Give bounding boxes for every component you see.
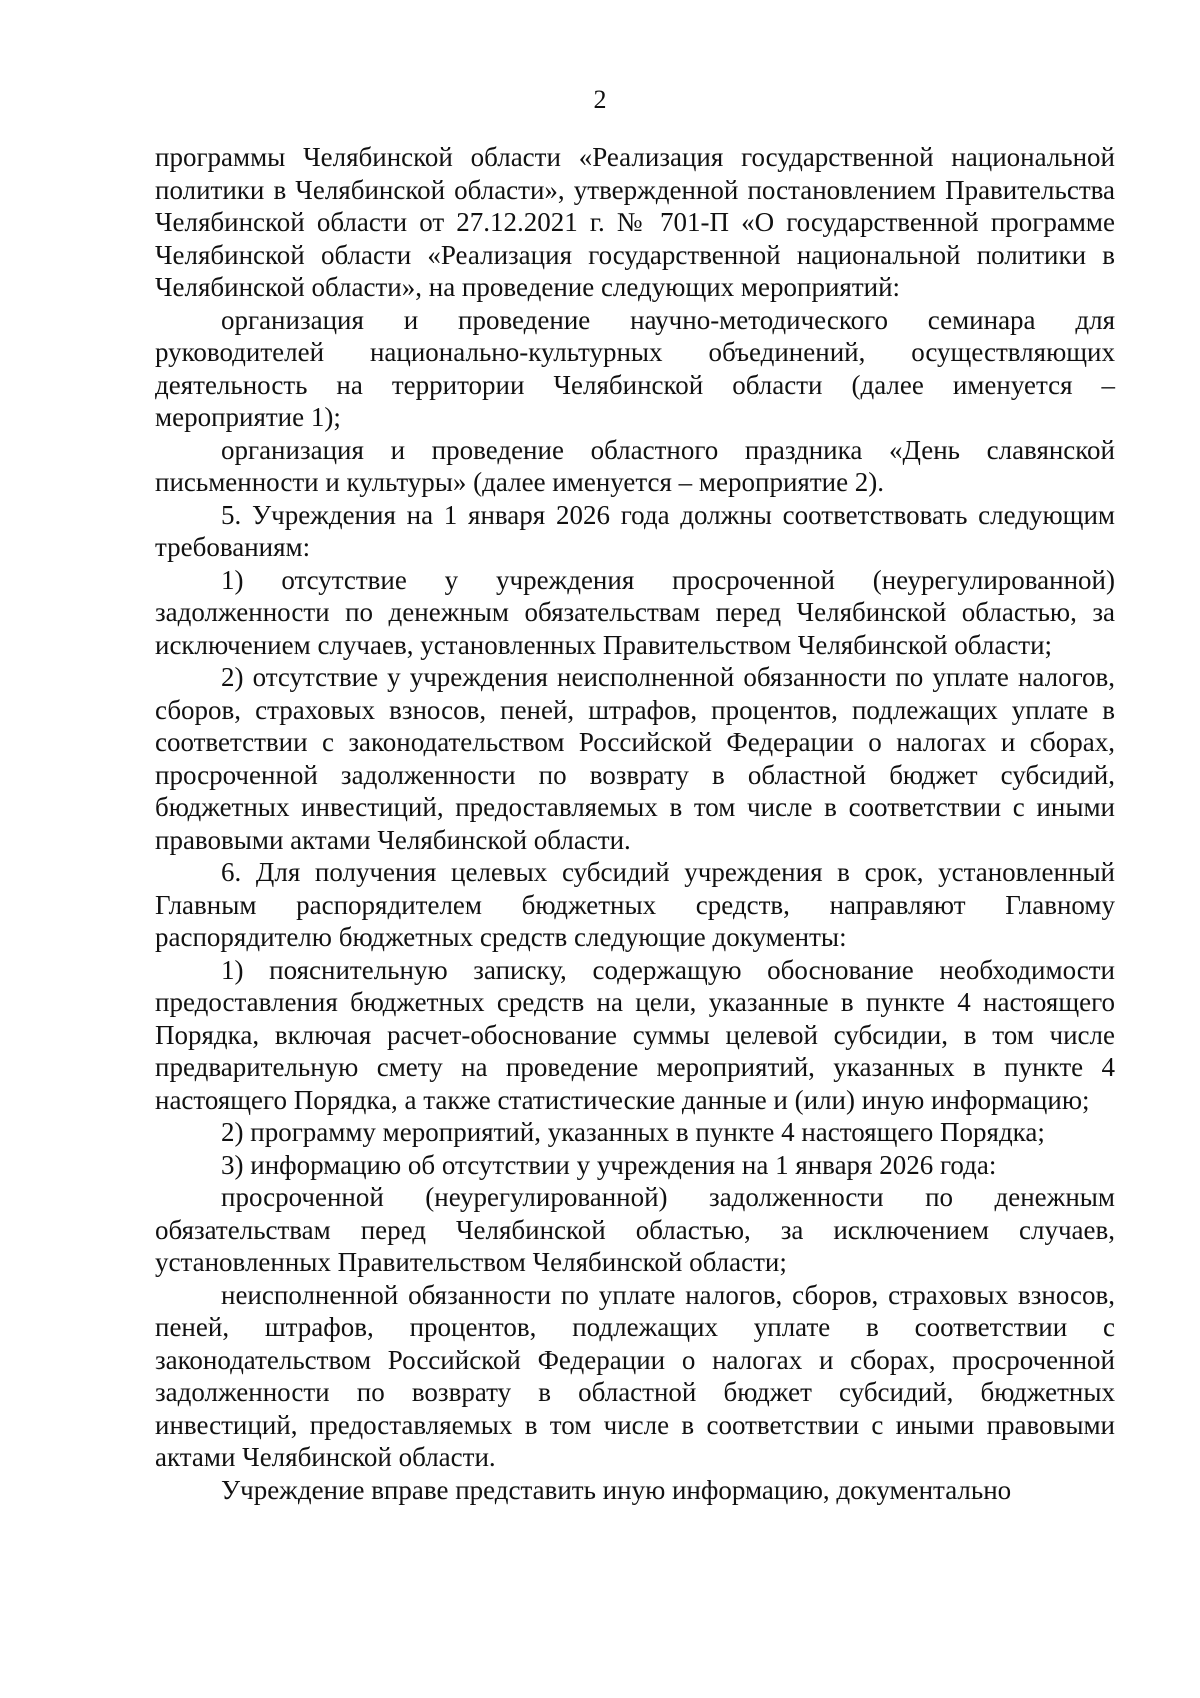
paragraph-continuation: программы Челябинской области «Реализация государственной национальной политики в Челябинской области», утвержденной постановлением Правительства Челябинской области от 27.12.2021 г. № 701-П «О государственной программе Челябинской области «Реализация государственной национальной политики в Челябинской области», на проведение следующих мероприятий: [155,142,1115,302]
paragraph-item-6-2: 2) программу мероприятий, указанных в пункте 4 настоящего Порядка; [221,1117,1045,1147]
paragraph-item-6-1: 1) пояснительную записку, содержащую обоснование необходимости предоставления бюджетных средств на цели, указанные в пункте 4 настоящего Порядка, включая расчет-обоснование суммы целевой субсидии, в том числе предварительную смету на проведение мероприятий, указанных в пункте 4 настоящего Порядка, а также статистические данные и (или) иную информацию; [155,954,1115,1115]
paragraph-item-5-1: 1) отсутствие у учреждения просроченной (неурегулированной) задолженности по денежным обязательствам перед Челябинской областью, за исключением случаев, установленных Правительством Челябинской области; [155,564,1115,660]
document-body [155,141,1115,1506]
paragraph-item-6-3: 3) информацию об отсутствии у учреждения на 1 января 2026 года: [221,1149,997,1180]
paragraph-event-2: организация и проведение областного праздника «День славянской письменности и культуры» (далее именуется – мероприятие 2). [155,434,1115,497]
paragraph-item-5: 5. Учреждения на 1 января 2026 года должны соответствовать следующим требованиям: [155,499,1115,562]
page-number: 2 [593,85,607,114]
paragraph-event-1: организация и проведение научно-методического семинара для руководителей национально-культурных объединений, осуществляющих деятельность на территории Челябинской области (далее именуется – мероприятие 1); [155,304,1115,432]
paragraph-item-6: 6. Для получения целевых субсидий учреждения в срок, установленный Главным распорядителем бюджетных средств, направляют Главному распорядителю бюджетных средств следующие документы: [155,857,1115,952]
paragraph-final: Учреждение вправе представить иную информацию, документально [221,1474,1012,1505]
paragraph-item-5-2: 2) отсутствие у учреждения неисполненной обязанности по уплате налогов, сборов, страховых взносов, пеней, штрафов, процентов, подлежащих уплате в соответствии с законодательством Российской Федерации о налогах и сборах, просроченной задолженности по возврату в областной бюджет субсидий, бюджетных инвестиций, предоставляемых в том числе в соответствии с иными правовыми актами Челябинской области. [155,662,1115,855]
paragraph-item-6-3-b: неисполненной обязанности по уплате налогов, сборов, страховых взносов, пеней, штрафов, процентов, подлежащих уплате в соответствии с законодательством Российской Федерации о налогах и сборах, просроченной задолженности по возврату в областной бюджет субсидий, бюджетных инвестиций, предоставляемых в том числе в соответствии с иными правовыми актами Челябинской области. [155,1279,1115,1472]
paragraph-item-6-3-a: просроченной (неурегулированной) задолженности по денежным обязательствам перед Челябинской областью, за исключением случаев, установленных Правительством Челябинской области; [155,1182,1115,1277]
